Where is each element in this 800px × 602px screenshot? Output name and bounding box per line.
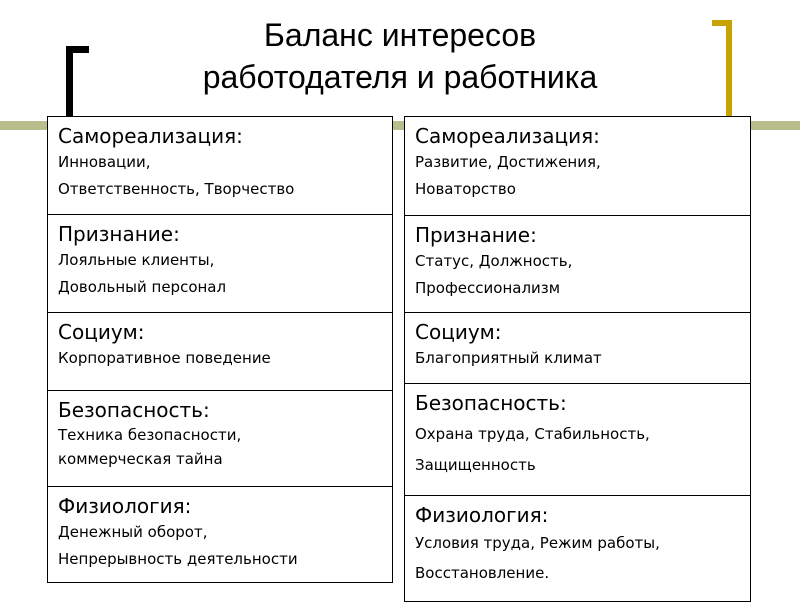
employer-cell-safety <box>48 391 392 487</box>
cell-item: Корпоративное поведение <box>58 349 271 367</box>
cell-item: Довольный персонал <box>58 278 227 296</box>
cell-item: Условия труда, Режим работы, <box>415 534 660 552</box>
cell-item: коммерческая тайна <box>58 450 223 468</box>
cell-item: Благоприятный климат <box>415 349 602 367</box>
title-line-1: Баланс интересов <box>263 17 537 53</box>
cell-heading: Физиология: <box>415 503 549 527</box>
employee-cell-society <box>405 313 750 384</box>
cell-heading: Признание: <box>415 223 537 247</box>
employer-cell-society <box>48 313 392 391</box>
title-line-2: работодателя и работника <box>202 59 598 95</box>
cell-heading: Физиология: <box>58 494 192 518</box>
cell-item: Непрерывность деятельности <box>58 550 298 568</box>
cell-item: Инновации, <box>58 153 151 171</box>
employee-cell-recognition <box>405 216 750 313</box>
cell-item: Техника безопасности, <box>58 426 242 444</box>
cell-item: Профессионализм <box>415 279 561 297</box>
employee-cell-safety <box>405 384 750 496</box>
employer-interests-table <box>47 116 393 583</box>
cell-item: Развитие, Достижения, <box>415 153 601 171</box>
cell-heading: Социум: <box>58 320 145 344</box>
cell-heading: Признание: <box>58 222 180 246</box>
cell-item: Лояльные клиенты, <box>58 251 215 269</box>
cell-item: Охрана труда, Стабильность, <box>415 425 650 443</box>
cell-heading: Безопасность: <box>58 398 210 422</box>
cell-item: Защищенность <box>415 456 536 474</box>
employee-interests-table <box>404 116 751 602</box>
cell-heading: Социум: <box>415 320 502 344</box>
cell-heading: Самореализация: <box>415 124 600 148</box>
employer-cell-recognition <box>48 215 392 313</box>
slide-title <box>0 14 800 98</box>
cell-item: Денежный оборот, <box>58 523 208 541</box>
employer-cell-self-realization <box>48 117 392 215</box>
right-bracket-decoration <box>712 20 732 124</box>
employer-cell-physiology <box>48 487 392 582</box>
cell-heading: Самореализация: <box>58 124 243 148</box>
cell-item: Ответственность, Творчество <box>58 180 295 198</box>
cell-heading: Безопасность: <box>415 391 567 415</box>
employee-cell-self-realization <box>405 117 750 216</box>
cell-item: Статус, Должность, <box>415 252 573 270</box>
cell-item: Новаторство <box>415 180 516 198</box>
cell-item: Восстановление. <box>415 564 550 582</box>
employee-cell-physiology <box>405 496 750 601</box>
